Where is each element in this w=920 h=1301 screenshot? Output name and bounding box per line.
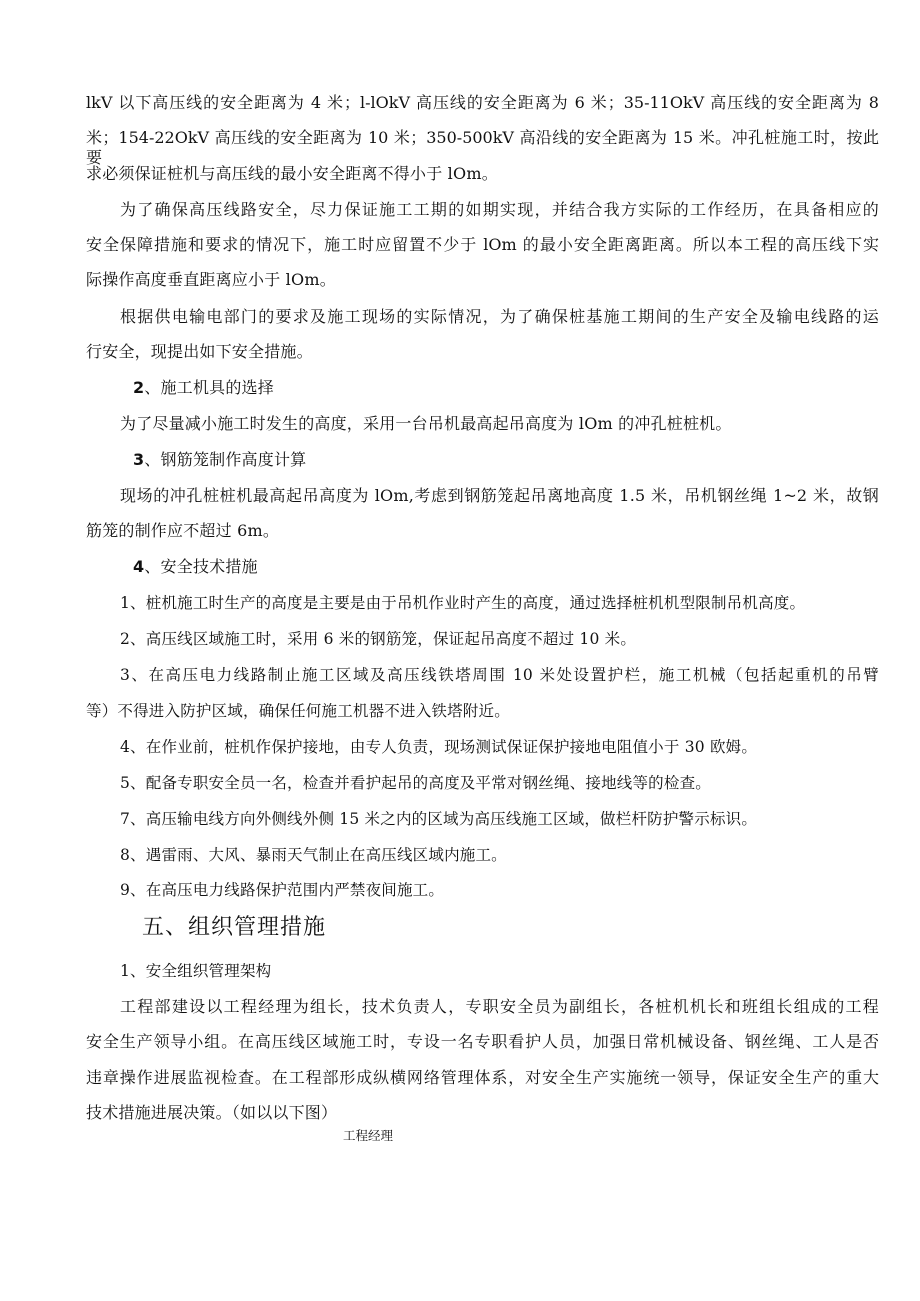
paragraph-cage-line-2: 筋笼的制作应不超过 6m。 bbox=[86, 521, 280, 540]
paragraph-ensure-line-3: 际操作高度垂直距离应小于 lOm。 bbox=[86, 270, 336, 289]
measure-item-2: 2、高压线区域施工时，采用 6 米的钢筋笼，保证起吊高度不超过 10 米。 bbox=[120, 630, 637, 648]
org-chart-node-manager: 工程经理 bbox=[343, 1128, 394, 1143]
subheading-cage-height-number: 3 bbox=[133, 450, 145, 469]
subheading-equipment-number: 2 bbox=[133, 378, 145, 397]
paragraph-voltage-line-2: 米；154-22OkV 高压线的安全距离为 10 米；350-500kV 高沿线的安全距离为 15 米。冲孔桩施工时，按此要 bbox=[86, 128, 879, 167]
subheading-cage-height-title: 、钢筋笼制作高度计算 bbox=[144, 450, 307, 469]
paragraph-cage-line-1: 现场的冲孔桩桩机最高起吊高度为 lOm,考虑到钢筋笼起吊离地高度 1.5 米，吊机钢丝绳 1~2 米，故钢 bbox=[120, 486, 879, 505]
measure-item-1: 1、桩机施工时生产的高度是主要是由于吊机作业时产生的高度，通过选择桩机机型限制吊机高度。 bbox=[120, 594, 806, 612]
section-heading-organization: 五、组织管理措施 bbox=[142, 915, 327, 940]
paragraph-ensure-line-2: 安全保障措施和要求的情况下，施工时应留置不少于 lOm 的最小安全距离距离。所以本工程的高压线下实 bbox=[86, 235, 879, 254]
measure-item-3-line-1: 3、在高压电力线路制止施工区域及高压线铁塔周围 10 米处设置护栏，施工机械（包括起重机的吊臂 bbox=[120, 666, 879, 684]
paragraph-requirement-line-2: 行安全，现提出如下安全措施。 bbox=[86, 342, 313, 361]
paragraph-org-line-4: 技术措施进展决策。（如以以下图） bbox=[86, 1103, 338, 1122]
measure-item-5: 5、配备专职安全员一名，检查并看护起吊的高度及平常对钢丝绳、接地线等的检查。 bbox=[120, 774, 711, 792]
paragraph-requirement-line-1: 根据供电输电部门的要求及施工现场的实际情况，为了确保桩基施工期间的生产安全及输电线路的运 bbox=[120, 307, 879, 326]
subheading-safety-measures-number: 4 bbox=[133, 557, 145, 576]
subheading-equipment-title: 、施工机具的选择 bbox=[144, 378, 274, 397]
measure-item-8: 8、遇雷雨、大风、暴雨天气制止在高压线区域内施工。 bbox=[120, 846, 507, 864]
subheading-safety-measures-title: 、安全技术措施 bbox=[144, 557, 258, 576]
measure-item-9: 9、在高压电力线路保护范围内严禁夜间施工。 bbox=[120, 881, 445, 899]
paragraph-ensure-line-1: 为了确保高压线路安全，尽力保证施工工期的如期实现，并结合我方实际的工作经历，在具备相应的 bbox=[120, 200, 879, 219]
subheading-org-structure: 1、安全组织管理架构 bbox=[120, 962, 272, 980]
paragraph-voltage-line-1: lkV 以下高压线的安全距离为 4 米；l-lOkV 高压线的安全距离为 6 米；35-11OkV 高压线的安全距离为 8 bbox=[86, 93, 879, 112]
measure-item-3-line-2: 等）不得进入防护区域，确保任何施工机器不进入铁塔附近。 bbox=[86, 702, 510, 720]
measure-item-7: 7、高压输电线方向外侧线外侧 15 米之内的区域为高压线施工区域，做栏杆防护警示标识。 bbox=[120, 810, 758, 828]
paragraph-org-line-2: 安全生产领导小组。在高压线区域施工时，专设一名专职看护人员，加强日常机械设备、钢丝绳、工人是否 bbox=[86, 1032, 879, 1051]
measure-item-4: 4、在作业前，桩机作保护接地，由专人负责，现场测试保证保护接地电阻值小于 30 欧姆。 bbox=[120, 738, 758, 756]
paragraph-equipment: 为了尽量减小施工时发生的高度，采用一台吊机最高起吊高度为 lOm 的冲孔桩桩机。 bbox=[120, 414, 732, 433]
subheading-cage-height bbox=[133, 450, 306, 470]
subheading-safety-measures bbox=[133, 557, 258, 577]
paragraph-voltage-line-3: 求必须保证桩机与高压线的最小安全距离不得小于 lOm。 bbox=[86, 164, 498, 183]
subheading-equipment bbox=[133, 378, 274, 398]
paragraph-org-line-1: 工程部建设以工程经理为组长，技术负责人，专职安全员为副组长，各桩机机长和班组长组成的工程 bbox=[120, 997, 879, 1016]
paragraph-org-line-3: 违章操作进展监视检查。在工程部形成纵横网络管理体系，对安全生产实施统一领导，保证安全生产的重大 bbox=[86, 1068, 879, 1087]
